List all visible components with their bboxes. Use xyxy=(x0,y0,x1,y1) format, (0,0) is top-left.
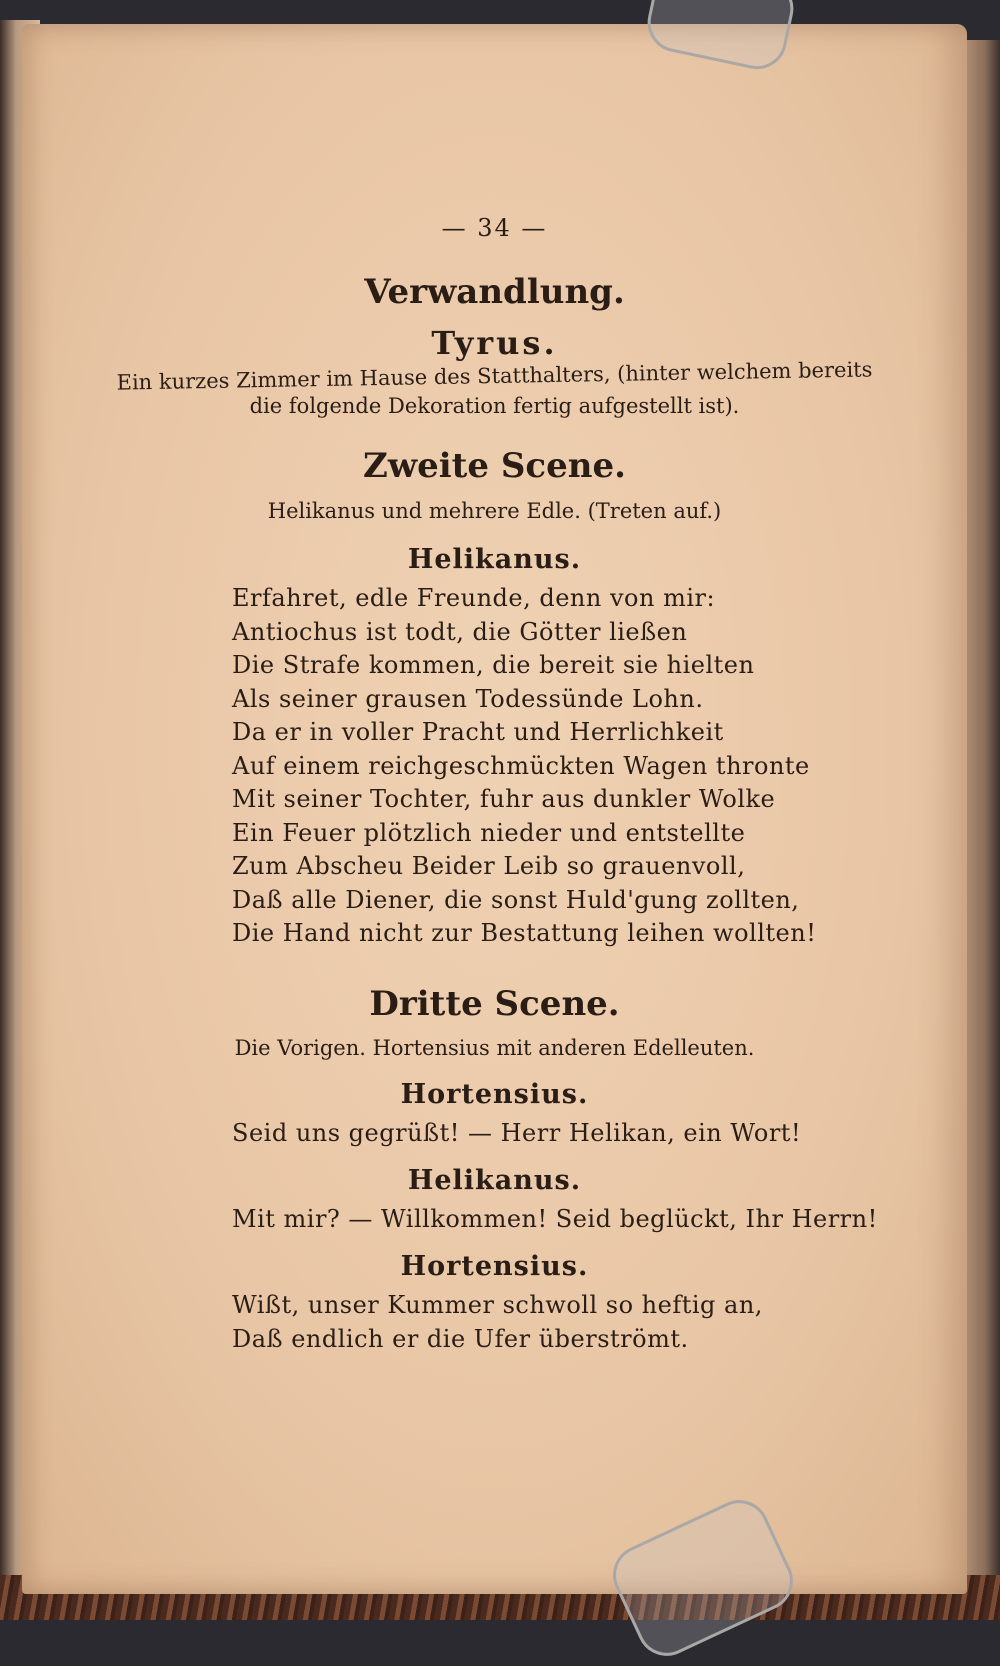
verse-line: Mit seiner Tochter, fuhr aus dunkler Wolke xyxy=(232,785,776,813)
verse-line: Da er in voller Pracht und Herrlichkeit xyxy=(232,718,724,746)
verse-line: Ein Feuer plötzlich nieder und entstellte xyxy=(232,818,746,847)
verse-line: Antiochus ist todt, die Götter ließen xyxy=(232,617,688,646)
scene3-speaker: Hortensius. xyxy=(400,1079,589,1110)
verse-line: Mit mir? — Willkommen! Seid beglückt, Ihr Herrn! xyxy=(232,1205,878,1233)
verse-line: Daß alle Diener, die sonst Huld'gung zollten, xyxy=(232,885,800,914)
scene2-speaker: Helikanus. xyxy=(407,544,582,575)
scene3-speaker: Hortensius. xyxy=(400,1251,589,1282)
scene3-title: Dritte Scene. xyxy=(369,984,620,1024)
verse-line: Wißt, unser Kummer schwoll so heftig an, xyxy=(232,1291,763,1319)
section-title: Verwandlung. xyxy=(364,272,625,312)
book-page xyxy=(22,24,967,1594)
scene3-stage-direction: Die Vorigen. Hortensius mit anderen Edelleuten. xyxy=(234,1036,755,1060)
verse-line: Als seiner grausen Todessünde Lohn. xyxy=(232,684,704,713)
location-title: Tyrus. xyxy=(431,324,558,362)
verse-line: Die Strafe kommen, die bereit sie hielten xyxy=(232,651,755,679)
scene2-title: Zweite Scene. xyxy=(363,446,626,486)
scene3-speaker: Helikanus. xyxy=(407,1165,582,1196)
page-number: — 34 — xyxy=(441,214,548,242)
verse-line: Die Hand nicht zur Bestattung leihen wollten! xyxy=(232,919,817,947)
verse-line: Seid uns gegrüßt! — Herr Helikan, ein Wort! xyxy=(232,1119,802,1147)
verse-line: Auf einem reichgeschmückten Wagen thronte xyxy=(232,751,810,780)
verse-line: Daß endlich er die Ufer überströmt. xyxy=(232,1325,689,1353)
verse-line: Erfahret, edle Freunde, denn von mir: xyxy=(232,584,716,612)
location-description-2: die folgende Dekoration fertig aufgestellt ist). xyxy=(249,394,740,418)
location-description-1: Ein kurzes Zimmer im Hause des Statthalters, (hinter welchem bereits xyxy=(116,357,873,395)
verse-line: Zum Abscheu Beider Leib so grauenvoll, xyxy=(232,852,746,880)
scene2-stage-direction: Helikanus und mehrere Edle. (Treten auf.) xyxy=(267,499,722,523)
